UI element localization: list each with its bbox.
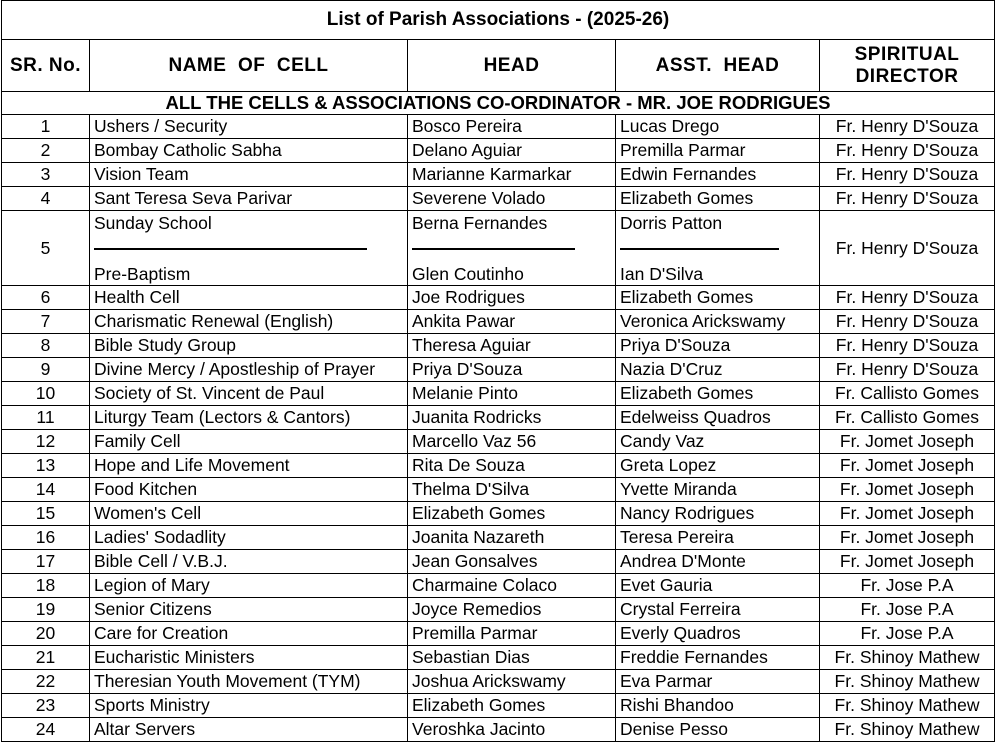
spiritual-director-name: Fr. Jomet Joseph <box>820 526 995 550</box>
separator-line <box>94 248 367 250</box>
spiritual-director-name: Fr. Henry D'Souza <box>820 211 995 286</box>
cell-name: Theresian Youth Movement (TYM) <box>90 670 408 694</box>
cell-name: Sports Ministry <box>90 694 408 718</box>
head-name: Sebastian Dias <box>408 646 616 670</box>
cell-name: Altar Servers <box>90 718 408 742</box>
asst-head-name: Teresa Pereira <box>616 526 820 550</box>
asst-head-name-primary: Dorris Patton <box>620 213 723 233</box>
head-name: Charmaine Colaco <box>408 574 616 598</box>
cell-name: Divine Mercy / Apostleship of Prayer <box>90 358 408 382</box>
sr-no-cell: 14 <box>2 478 90 502</box>
asst-head-name: Elizabeth Gomes <box>616 286 820 310</box>
sr-no-cell: 22 <box>2 670 90 694</box>
head-name-secondary: Glen Coutinho <box>412 264 524 284</box>
table-row <box>2 187 995 211</box>
cell-name: Vision Team <box>90 163 408 187</box>
sr-no-cell: 6 <box>2 286 90 310</box>
head-name: Rita De Souza <box>408 454 616 478</box>
spiritual-director-name: Fr. Henry D'Souza <box>820 358 995 382</box>
head-name: Joshua Arickswamy <box>408 670 616 694</box>
associations-table <box>1 0 995 742</box>
sr-no-cell: 16 <box>2 526 90 550</box>
asst-head-name: Crystal Ferreira <box>616 598 820 622</box>
cell-name: Charismatic Renewal (English) <box>90 310 408 334</box>
cell-name: Bombay Catholic Sabha <box>90 139 408 163</box>
sr-no-cell: 17 <box>2 550 90 574</box>
asst-head-name: Premilla Parmar <box>616 139 820 163</box>
separator-line <box>620 248 779 250</box>
coordinator-banner: ALL THE CELLS & ASSOCIATIONS CO-ORDINATOR - MR. JOE RODRIGUES <box>2 92 995 115</box>
header-sr-no: SR. No. <box>2 40 90 92</box>
table-row <box>2 598 995 622</box>
header-row <box>2 40 995 92</box>
table-row <box>2 211 995 286</box>
cell-name-secondary: Pre-Baptism <box>94 264 191 284</box>
header-spiritual-director <box>820 40 995 92</box>
head-name: Bosco Pereira <box>408 115 616 139</box>
spiritual-director-name: Fr. Jose P.A <box>820 574 995 598</box>
asst-head-name: Rishi Bhandoo <box>616 694 820 718</box>
table-row <box>2 574 995 598</box>
spiritual-director-name: Fr. Henry D'Souza <box>820 334 995 358</box>
sr-no-cell: 23 <box>2 694 90 718</box>
asst-head-name: Nancy Rodrigues <box>616 502 820 526</box>
asst-head-name-secondary: Ian D'Silva <box>620 264 704 284</box>
head-name: Juanita Rodricks <box>408 406 616 430</box>
sr-no-cell: 4 <box>2 187 90 211</box>
asst-head-name: Veronica Arickswamy <box>616 310 820 334</box>
spiritual-director-name: Fr. Henry D'Souza <box>820 139 995 163</box>
spiritual-director-name: Fr. Jomet Joseph <box>820 502 995 526</box>
head-name: Joyce Remedios <box>408 598 616 622</box>
head-name: Premilla Parmar <box>408 622 616 646</box>
spiritual-director-name: Fr. Shinoy Mathew <box>820 694 995 718</box>
cell-name: Bible Study Group <box>90 334 408 358</box>
head-name: Priya D'Souza <box>408 358 616 382</box>
cell-name: Ushers / Security <box>90 115 408 139</box>
cell-name: Women's Cell <box>90 502 408 526</box>
sr-no-cell: 11 <box>2 406 90 430</box>
asst-head-name: Andrea D'Monte <box>616 550 820 574</box>
table-row <box>2 310 995 334</box>
sr-no-cell: 9 <box>2 358 90 382</box>
sr-no-cell: 7 <box>2 310 90 334</box>
head-name-primary: Berna Fernandes <box>412 213 548 233</box>
cell-name: Legion of Mary <box>90 574 408 598</box>
cell-name: Senior Citizens <box>90 598 408 622</box>
cell-name: Society of St. Vincent de Paul <box>90 382 408 406</box>
sr-no-cell: 20 <box>2 622 90 646</box>
cell-name: Food Kitchen <box>90 478 408 502</box>
table-row <box>2 478 995 502</box>
head-name: Ankita Pawar <box>408 310 616 334</box>
table-row <box>2 139 995 163</box>
sr-no-cell: 10 <box>2 382 90 406</box>
asst-head-name: Elizabeth Gomes <box>616 187 820 211</box>
spiritual-director-name: Fr. Shinoy Mathew <box>820 646 995 670</box>
asst-head-name: Everly Quadros <box>616 622 820 646</box>
spiritual-director-name: Fr. Jomet Joseph <box>820 478 995 502</box>
asst-head-name: Evet Gauria <box>616 574 820 598</box>
sr-no-cell: 19 <box>2 598 90 622</box>
table-row <box>2 115 995 139</box>
table-row <box>2 406 995 430</box>
spiritual-director-name: Fr. Jomet Joseph <box>820 430 995 454</box>
spiritual-director-name: Fr. Henry D'Souza <box>820 163 995 187</box>
cell-name: Ladies' Sodadlity <box>90 526 408 550</box>
spiritual-director-name: Fr. Callisto Gomes <box>820 406 995 430</box>
sr-no-cell: 12 <box>2 430 90 454</box>
asst-head-name: Candy Vaz <box>616 430 820 454</box>
sr-no-cell: 1 <box>2 115 90 139</box>
spiritual-director-name: Fr. Jose P.A <box>820 598 995 622</box>
head-name: Marcello Vaz 56 <box>408 430 616 454</box>
asst-head-name <box>616 211 820 286</box>
table-row <box>2 670 995 694</box>
page-title: List of Parish Associations - (2025-26) <box>2 1 995 40</box>
sr-no-cell: 8 <box>2 334 90 358</box>
cell-name-primary: Sunday School <box>94 213 212 233</box>
head-name: Veroshka Jacinto <box>408 718 616 742</box>
head-name: Melanie Pinto <box>408 382 616 406</box>
sr-no-cell: 21 <box>2 646 90 670</box>
table-row <box>2 694 995 718</box>
cell-name: Eucharistic Ministers <box>90 646 408 670</box>
table-row <box>2 334 995 358</box>
asst-head-name: Elizabeth Gomes <box>616 382 820 406</box>
asst-head-name: Lucas Drego <box>616 115 820 139</box>
cell-name: Family Cell <box>90 430 408 454</box>
spiritual-director-name: Fr. Henry D'Souza <box>820 115 995 139</box>
cell-name: Health Cell <box>90 286 408 310</box>
table-row <box>2 718 995 742</box>
header-name-of-cell: NAME OF CELL <box>90 40 408 92</box>
sr-no-cell: 3 <box>2 163 90 187</box>
cell-name: Sant Teresa Seva Parivar <box>90 187 408 211</box>
header-director-line1: SPIRITUAL <box>854 43 960 65</box>
head-name: Theresa Aguiar <box>408 334 616 358</box>
table-row <box>2 286 995 310</box>
header-director-line2: DIRECTOR <box>855 65 959 87</box>
spiritual-director-name: Fr. Jomet Joseph <box>820 550 995 574</box>
sr-no-cell: 2 <box>2 139 90 163</box>
cell-name: Hope and Life Movement <box>90 454 408 478</box>
separator-line <box>412 248 575 250</box>
table-row <box>2 502 995 526</box>
head-name: Thelma D'Silva <box>408 478 616 502</box>
table-row <box>2 526 995 550</box>
spiritual-director-name: Fr. Henry D'Souza <box>820 310 995 334</box>
head-name: Severene Volado <box>408 187 616 211</box>
asst-head-name: Greta Lopez <box>616 454 820 478</box>
sr-no-cell: 15 <box>2 502 90 526</box>
table-row <box>2 550 995 574</box>
table-row <box>2 163 995 187</box>
asst-head-name: Freddie Fernandes <box>616 646 820 670</box>
asst-head-name: Priya D'Souza <box>616 334 820 358</box>
table-row <box>2 430 995 454</box>
table-row <box>2 358 995 382</box>
spiritual-director-name: Fr. Shinoy Mathew <box>820 670 995 694</box>
asst-head-name: Edelweiss Quadros <box>616 406 820 430</box>
spiritual-director-name: Fr. Jomet Joseph <box>820 454 995 478</box>
asst-head-name: Eva Parmar <box>616 670 820 694</box>
head-name: Elizabeth Gomes <box>408 502 616 526</box>
spiritual-director-name: Fr. Shinoy Mathew <box>820 718 995 742</box>
asst-head-name: Nazia D'Cruz <box>616 358 820 382</box>
table-row <box>2 622 995 646</box>
head-name: Delano Aguiar <box>408 139 616 163</box>
asst-head-name: Yvette Miranda <box>616 478 820 502</box>
head-name: Marianne Karmarkar <box>408 163 616 187</box>
table-row <box>2 382 995 406</box>
cell-name: Liturgy Team (Lectors & Cantors) <box>90 406 408 430</box>
sr-no-cell: 5 <box>2 211 90 286</box>
header-head: HEAD <box>408 40 616 92</box>
spiritual-director-name: Fr. Jose P.A <box>820 622 995 646</box>
spiritual-director-name: Fr. Henry D'Souza <box>820 286 995 310</box>
head-name: Elizabeth Gomes <box>408 694 616 718</box>
head-name <box>408 211 616 286</box>
table-row <box>2 454 995 478</box>
header-asst-head: ASST. HEAD <box>616 40 820 92</box>
asst-head-name: Denise Pesso <box>616 718 820 742</box>
head-name: Joe Rodrigues <box>408 286 616 310</box>
head-name: Jean Gonsalves <box>408 550 616 574</box>
cell-name <box>90 211 408 286</box>
head-name: Joanita Nazareth <box>408 526 616 550</box>
spiritual-director-name: Fr. Callisto Gomes <box>820 382 995 406</box>
table-row <box>2 646 995 670</box>
sr-no-cell: 18 <box>2 574 90 598</box>
sr-no-cell: 24 <box>2 718 90 742</box>
sr-no-cell: 13 <box>2 454 90 478</box>
spiritual-director-name: Fr. Henry D'Souza <box>820 187 995 211</box>
asst-head-name: Edwin Fernandes <box>616 163 820 187</box>
cell-name: Care for Creation <box>90 622 408 646</box>
cell-name: Bible Cell / V.B.J. <box>90 550 408 574</box>
